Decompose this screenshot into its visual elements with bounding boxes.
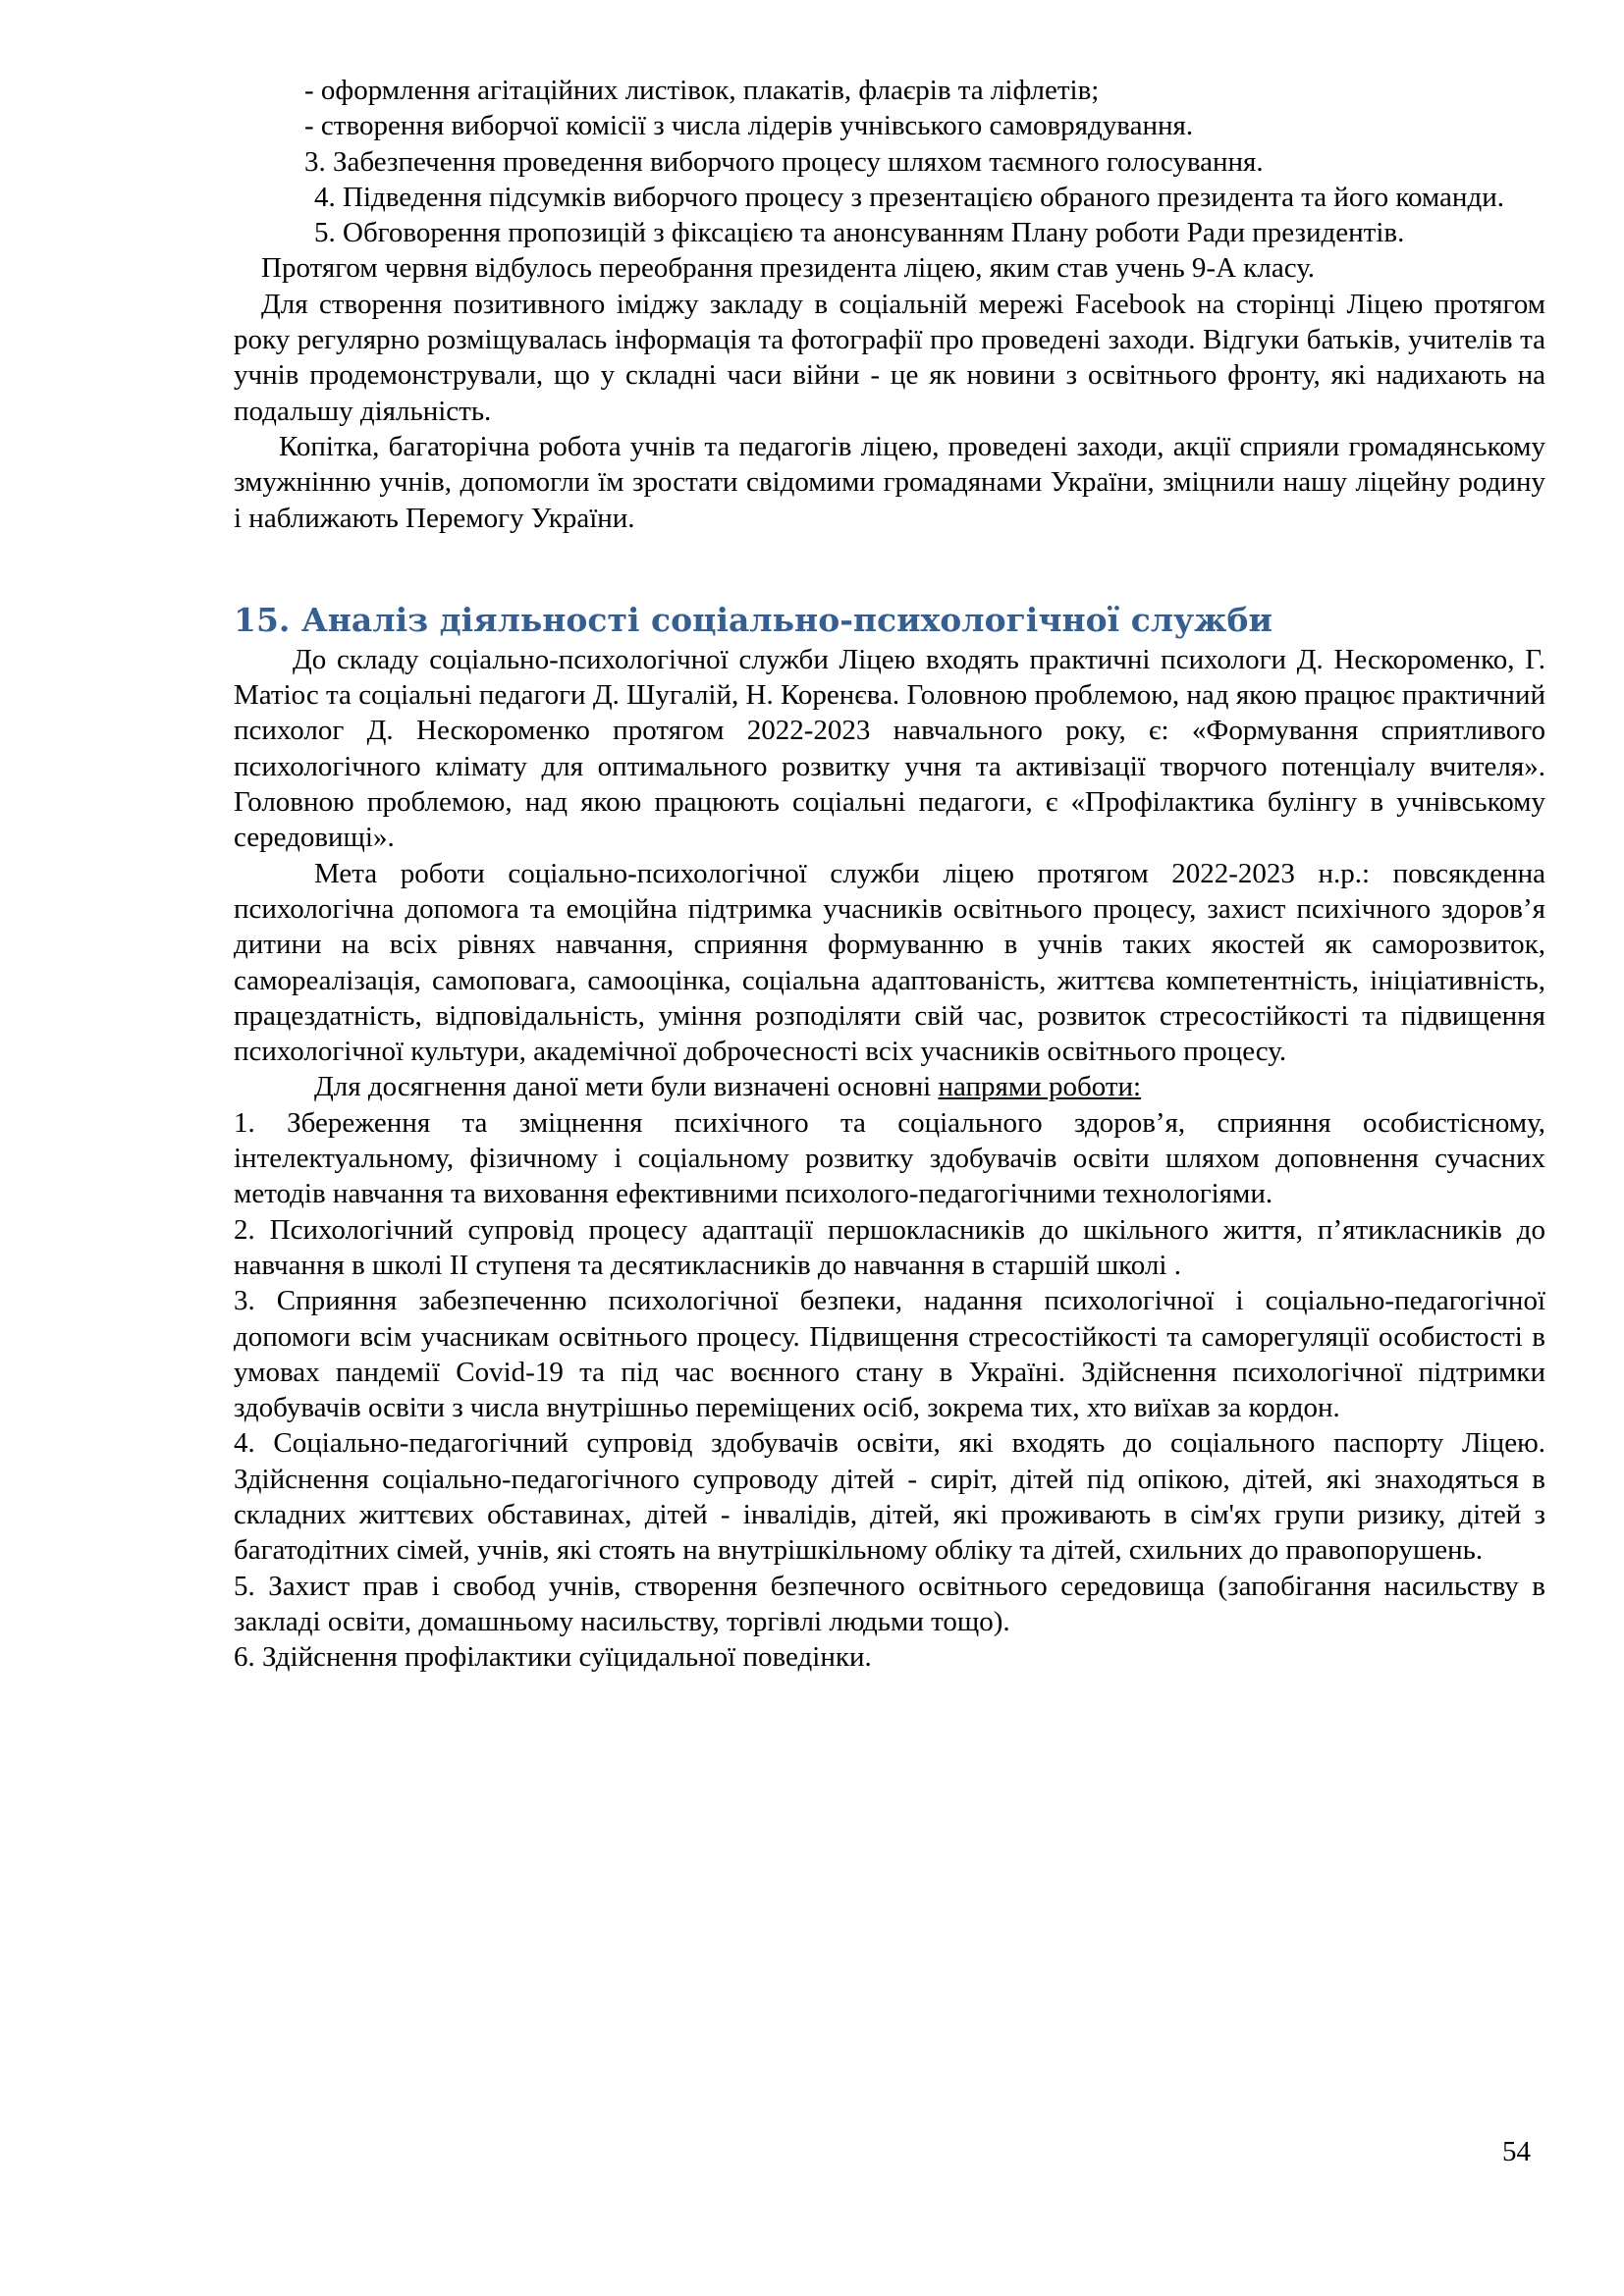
directions-intro-text: Для досягнення даної мети були визначені основні <box>314 1071 939 1103</box>
document-page <box>234 73 1545 1675</box>
list-item: 3. Забезпечення проведення виборчого процесу шляхом таємного голосування. <box>304 145 1264 178</box>
direction-item: 2. Психологічний супровід процесу адаптації першокласників до шкільного життя, п’ятикласників до навчання в школі ІІ ступеня та десятикласників до навчання в старшій школі . <box>234 1213 1545 1281</box>
direction-item: 6. Здійснення профілактики суїцидальної поведінки. <box>234 1641 872 1674</box>
list-item: 5. Обговорення пропозицій з фіксацією та анонсуванням Плану роботи Ради президентів. <box>314 217 1405 249</box>
direction-item: 4. Соціально-педагогічний супровід здобувачів освіти, які входять до соціального паспорту Ліцею. Здійснення соціально-педагогічного супроводу дітей - сиріт, дітей під опікою, дітей, які знаходяться в складних життєвих обставинах, дітей - інвалідів, дітей, які проживають в сім'ях групи ризику, дітей з багатодітних сімей, учнів, які стоять на внутрішкільному обліку та дітей, схильних до правопорушень. <box>234 1427 1545 1567</box>
direction-item: 3. Сприяння забезпеченню психологічної безпеки, надання психологічної і соціально-педагогічної допомоги всім учасникам освітнього процесу. Підвищення стресостійкості та саморегуляції особистості в умовах пандемії Covid-19 та під час воєнного стану в Україні. Здійснення психологічної підтримки здобувачів освіти з числа внутрішньо переміщених осіб, зокрема тих, хто виїхав за кордон. <box>234 1285 1545 1424</box>
directions-intro <box>234 1069 1545 1104</box>
paragraph: Протягом червня відбулось переобрання президента ліцею, яким став учень 9-А класу. <box>261 252 1316 285</box>
direction-item: 5. Захист прав і свобод учнів, створення безпечного освітнього середовища (запобігання насильству в закладі освіти, домашньому насильству, торгівлі людьми тощо). <box>234 1570 1545 1637</box>
paragraph: Копітка, багаторічна робота учнів та педагогів ліцею, проведені заходи, акції сприяли громадянському змужнінню учнів, допомогли їм зростати свідомими громадянами України, зміцнили нашу ліцейну родину і наближають Перемогу України. <box>234 430 1545 534</box>
paragraph: Для створення позитивного іміджу закладу в соціальній мережі Facebook на сторінці Ліцею протягом року регулярно розміщувалась інформація та фотографії про проведені заходи. Відгуки батьків, учителів та учнів продемонстрували, що у складні часи війни - це як новини з освітнього фронту, які надихають на подальшу діяльність. <box>234 288 1545 427</box>
paragraph: Мета роботи соціально-психологічної служби ліцею протягом 2022-2023 н.р.: повсякденна психологічна допомога та емоційна підтримка учасників освітнього процесу, захист психічного здоров’я дитини на всіх рівнях навчання, сприяння формуванню в учнів таких якостей як саморозвиток, самореалізація, самоповага, самооцінка, соціальна адаптованість, життєва компетентність, ініціативність, працездатність, відповідальність, уміння розподіляти свій час, розвиток стресостійкості та підвищення психологічної культури, академічної доброчесності всіх учасників освітнього процесу. <box>234 857 1545 1068</box>
list-item: 4. Підведення підсумків виборчого процесу з презентацією обраного президента та його команди. <box>314 181 1504 213</box>
directions-link: напрями роботи: <box>938 1071 1142 1103</box>
list-item: - створення виборчої комісії з числа лідерів учнівського самоврядування. <box>304 110 1194 142</box>
list-item: - оформлення агітаційних листівок, плакатів, флаєрів та ліфлетів; <box>304 75 1100 106</box>
direction-item: 1. Збереження та зміцнення психічного та соціального здоров’я, сприяння особистісному, інтелектуальному, фізичному і соціальному розвитку здобувачів освіти шляхом доповнення сучасних методів навчання та виховання ефективними психолого-педагогічними технологіями. <box>234 1106 1545 1210</box>
paragraph: До складу соціально-психологічної служби Ліцею входять практичні психологи Д. Нескороменко, Г. Матіос та соціальні педагоги Д. Шугалій, Н. Коренєва. Головною проблемою, над якою працює практичний психолог Д. Нескороменко протягом 2022-2023 навчального року, є: «Формування сприятливого психологічного клімату для оптимального розвитку учня та активізації творчого потенціалу вчителя». Головною проблемою, над якою працюють соціальні педагоги, є «Профілактика булінгу в учнівському середовищі». <box>234 643 1545 854</box>
page-number: 54 <box>1502 2136 1531 2167</box>
section-heading: 15. Аналіз діяльності соціально-психологічної служби <box>234 600 1272 639</box>
